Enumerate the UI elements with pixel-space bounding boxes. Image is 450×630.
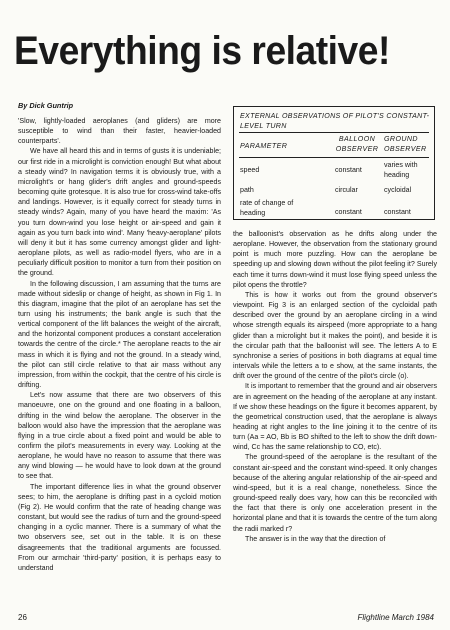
table-header-balloon: BALLOON OBSERVER [335, 135, 379, 153]
paragraph: In the following discussion, I am assuming that the turns are made without sideslip or change of height, as shown in Fig 1. In this diagram, imagine that the pilot of an aeroplane has set the turn using his instruments; the bank angle is such that the vertical component of the lift balances the weight of the aircraft, and the horizontal component produces a constant acceleration towards the centre of the circle.* The aeroplane reacts to the air mass in which it is flying and not the ground. In a steady wind, the pilot can still circle relative to that air mass without any impression, from within the cockpit, that the centre of his circle is drifting. [18, 279, 221, 390]
table-divider [239, 157, 429, 158]
page-number: 26 [18, 613, 27, 622]
table-header-parameter: PARAMETER [240, 142, 288, 150]
paragraph: It is important to remember that the ground and air observers are in agreement on the heading of the aeroplane at any instant. If we show these headings on the figure it becomes apparent, by the geometrical construction used, that the aeroplane is always heading at right angles to the line joining it to the centre of its turn (Aa = AO, Bb is BO shifted to the left to show the drift down-wind, Cc has the same relationship to CO, etc). [233, 382, 437, 452]
table-cell: constant [335, 208, 362, 216]
body-column-right [233, 229, 437, 609]
paragraph: We have all heard this and in terms of gusts it is undeniable; our first ride in a microlight is conviction enough! But what about a steady wind? In navigation terms it is obviously true, with a microlight's or hang glider's drift angles and ground-speeds becoming quite grotesque. It is also true for cross-wind take-offs and landings. However, is it equally correct for steady turns in steady winds? Again, many of you have heard the maxim: 'As you turn down-wind you lose height or air-speed and gain it again as you turn back into wind'. Many 'heavy-aeroplane' pilots will deny it but it has some currency amongst glider and light-aeroplane pilots, as well as radio-model flyers, who are in a peculiarly difficult position to monitor a turn from their position on the ground. [18, 147, 221, 278]
article-title: Everything is relative! [14, 29, 390, 73]
paragraph: The important difference lies in what the ground observer sees; to him, the aeroplane is drifting past in a cycloid motion (Fig 2). He would confirm that the rate of heading change was constant, but would see the radius of turn and the ground-speed changing in a cyclic manner. There is a summary of what the two observers see, set out in the table. It is on these disagreements that the traditional arguments are focussed. From our armchair 'third-party' position, it is perhaps easy to understand [18, 482, 221, 572]
table-cell: circular [335, 186, 358, 194]
paragraph: Let's now assume that there are two observers of this manoeuvre, one on the ground and one floating in a balloon, drifting in the wind below the aeroplane. The observer in the balloon would also have the impression that the aeroplane was flying in a true circle about a fixed point and would be able to confirm the pilot's measurements in every way. Looking at the aeroplane, he would have no reason to assume that there was any wind blowing — he would have to look down at the ground to see that. [18, 391, 221, 481]
table-cell: path [240, 186, 254, 194]
body-column-left [18, 116, 221, 604]
table-cell: speed [240, 166, 260, 174]
paragraph: The ground-speed of the aeroplane is the resultant of the constant air-speed and the constant wind-speed. It only changes because of the altering angular relationship of the air-speed and wind-speed, but it is a real change, nonetheless. Since the ground-speed really does vary, how can this be reconciled with the fact that there is only one acceleration present in the horizontal plane and that it is towards the centre of the turn along the radii marked r? [233, 453, 437, 533]
table-header-ground: GROUND OBSERVER [384, 135, 427, 153]
paragraph: The answer is in the way that the direction of [245, 534, 386, 543]
table-cell: constant [335, 166, 362, 174]
table-caption: EXTERNAL OBSERVATIONS OF PILOT'S CONSTANT-LEVEL TURN [240, 112, 430, 130]
table-divider [239, 132, 429, 133]
magazine-footer: Flightline March 1984 [357, 613, 434, 622]
table-cell: constant [384, 208, 411, 216]
observations-table [233, 106, 435, 220]
paragraph: This is how it works out from the ground observer's viewpoint. Fig 3 is an enlarged section of the cycloidal path described over the ground by an aeroplane circling in a wind whose strength equals its airspeed (more appropriate to a hang glider than a microlight but it makes the point), and beside it is the circular path that the balloonist will see. The letters A to E synchronise a series of positions in both diagrams at equal time intervals while the letters a to e show, at the same instants, the drift over the ground of the centre of the pilot's circle (o). [233, 290, 437, 381]
paragraph: 'Slow, lightly-loaded aeroplanes (and gliders) are more susceptible to wind than their faster, heavier-loaded counterparts'. [18, 117, 221, 146]
paragraph: the balloonist's observation as he drifts along under the aeroplane. However, the observation from the stationary ground point is much more puzzling. How can the aeroplane be speeding up and slowing down without the pilot feeling it? Surely each time it turns down-wind it must lose flying speed unless the pilot opens the throttle? [233, 230, 437, 289]
table-cell: rate of change of heading [240, 199, 294, 217]
table-cell: varies with heading [384, 161, 418, 179]
table-cell: cycloidal [384, 186, 412, 194]
byline: By Dick Guntrip [18, 101, 74, 110]
